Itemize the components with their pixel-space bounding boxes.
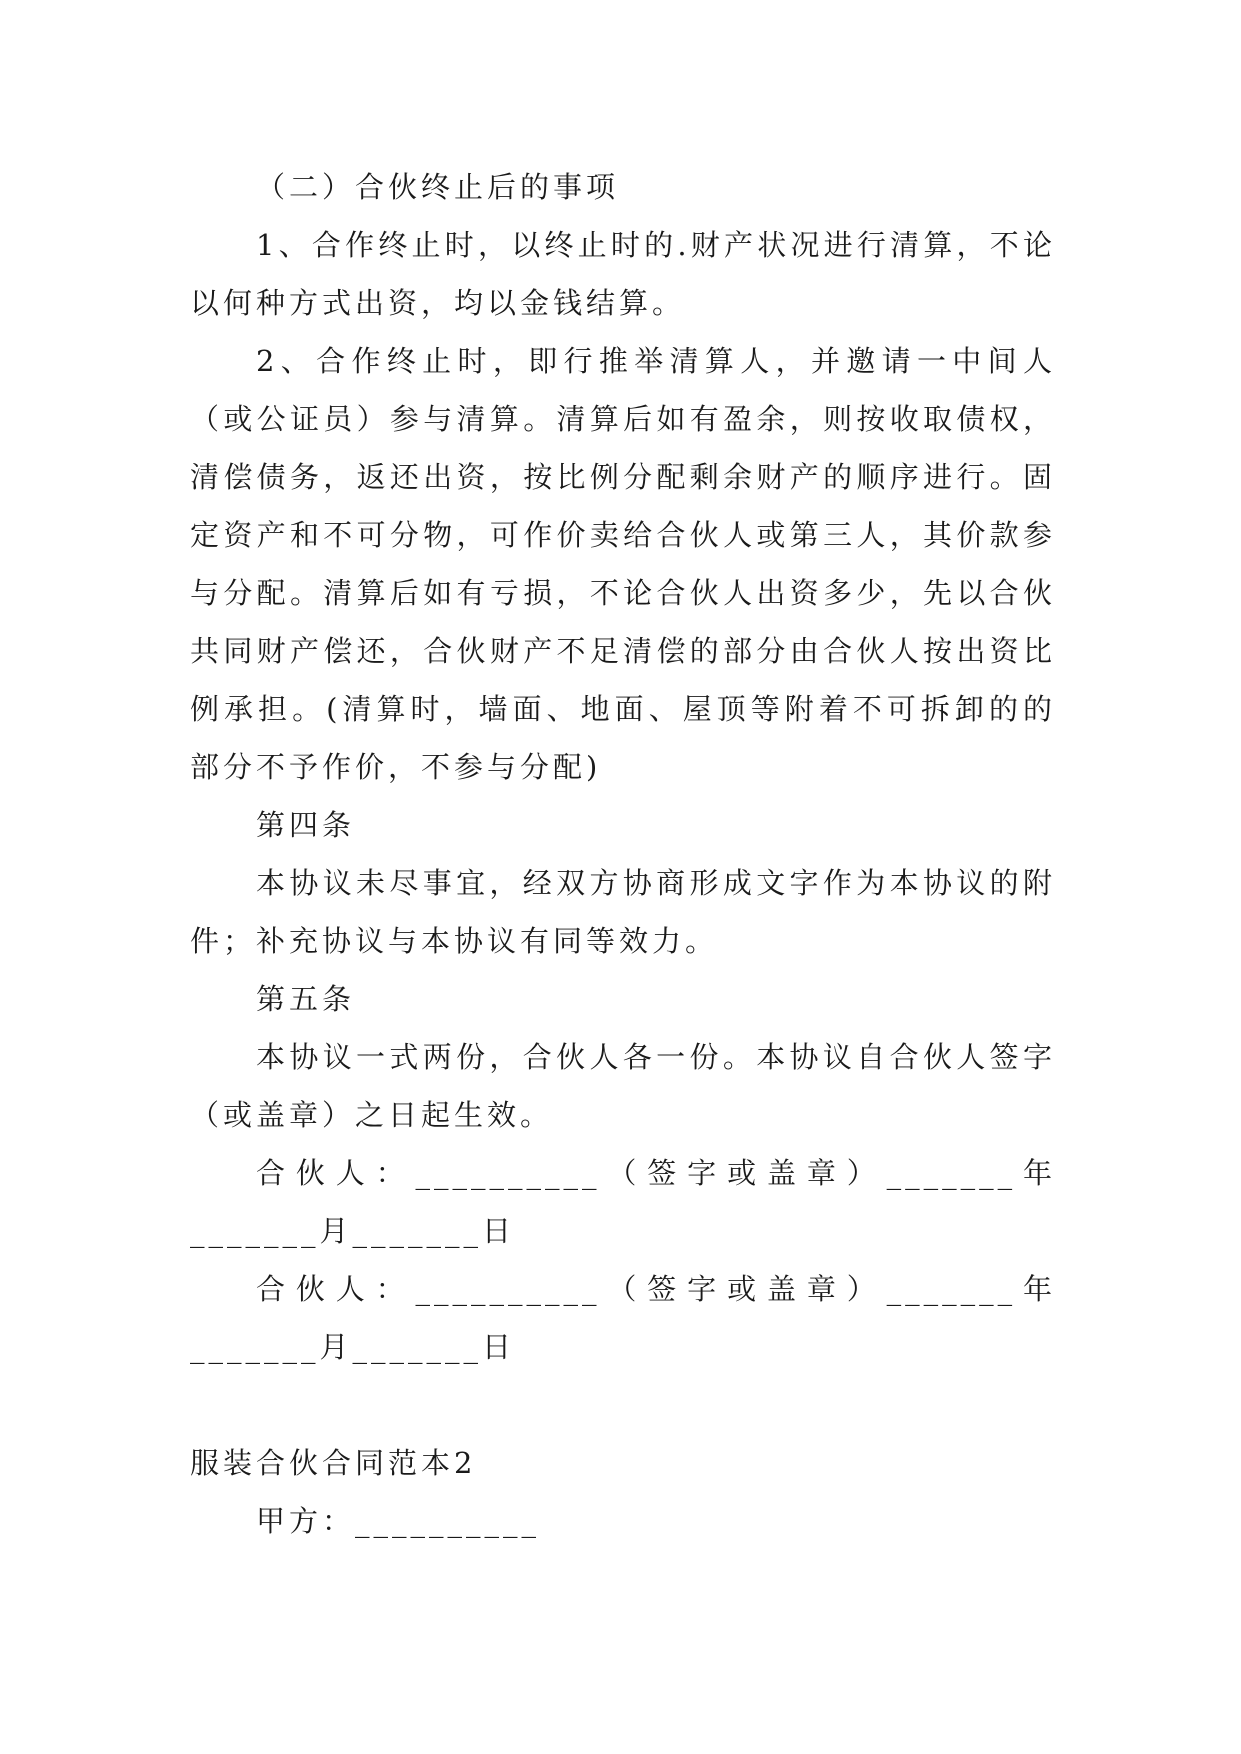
article-4-heading: 第四条: [256, 808, 356, 842]
article-4-text: 本协议未尽事宜，经双方协商形成文字作为本协议的附件；补充协议与本协议有同等效力。: [190, 866, 1056, 958]
section-title: 服装合伙合同范本2: [190, 1446, 477, 1480]
article-5-text: 本协议一式两份，合伙人各一份。本协议自合伙人签字（或盖章）之日起生效。: [190, 1040, 1056, 1132]
subsection-heading: （二）合伙终止后的事项: [256, 170, 620, 204]
article-5-heading: 第五条: [256, 982, 356, 1016]
document-body: [190, 158, 1056, 1550]
clause-2: 2、合作终止时，即行推举清算人，并邀请一中间人（或公证员）参与清算。清算后如有盈余，则按收取债权，清偿债务，返还出资，按比例分配剩余财产的顺序进行。固定资产和不可分物，可作价卖给合伙人或第三人，其价款参与分配。清算后如有亏损，不论合伙人出资多少，先以合伙共同财产偿还，合伙财产不足清偿的部分由合伙人按出资比例承担。(清算时，墙面、地面、屋顶等附着不可拆卸的的部分不予作价，不参与分配): [190, 344, 1056, 784]
partner-signature-line-1: 合伙人：__________（签字或盖章）_______年_______月_______日: [190, 1156, 1056, 1248]
section-spacer: [190, 1376, 1056, 1434]
partner-signature-line-2: 合伙人：__________（签字或盖章）_______年_______月_______日: [190, 1272, 1056, 1364]
party-a-line: 甲方：__________: [256, 1504, 541, 1538]
clause-1: 1、合作终止时，以终止时的.财产状况进行清算，不论以何种方式出资，均以金钱结算。: [190, 228, 1056, 320]
